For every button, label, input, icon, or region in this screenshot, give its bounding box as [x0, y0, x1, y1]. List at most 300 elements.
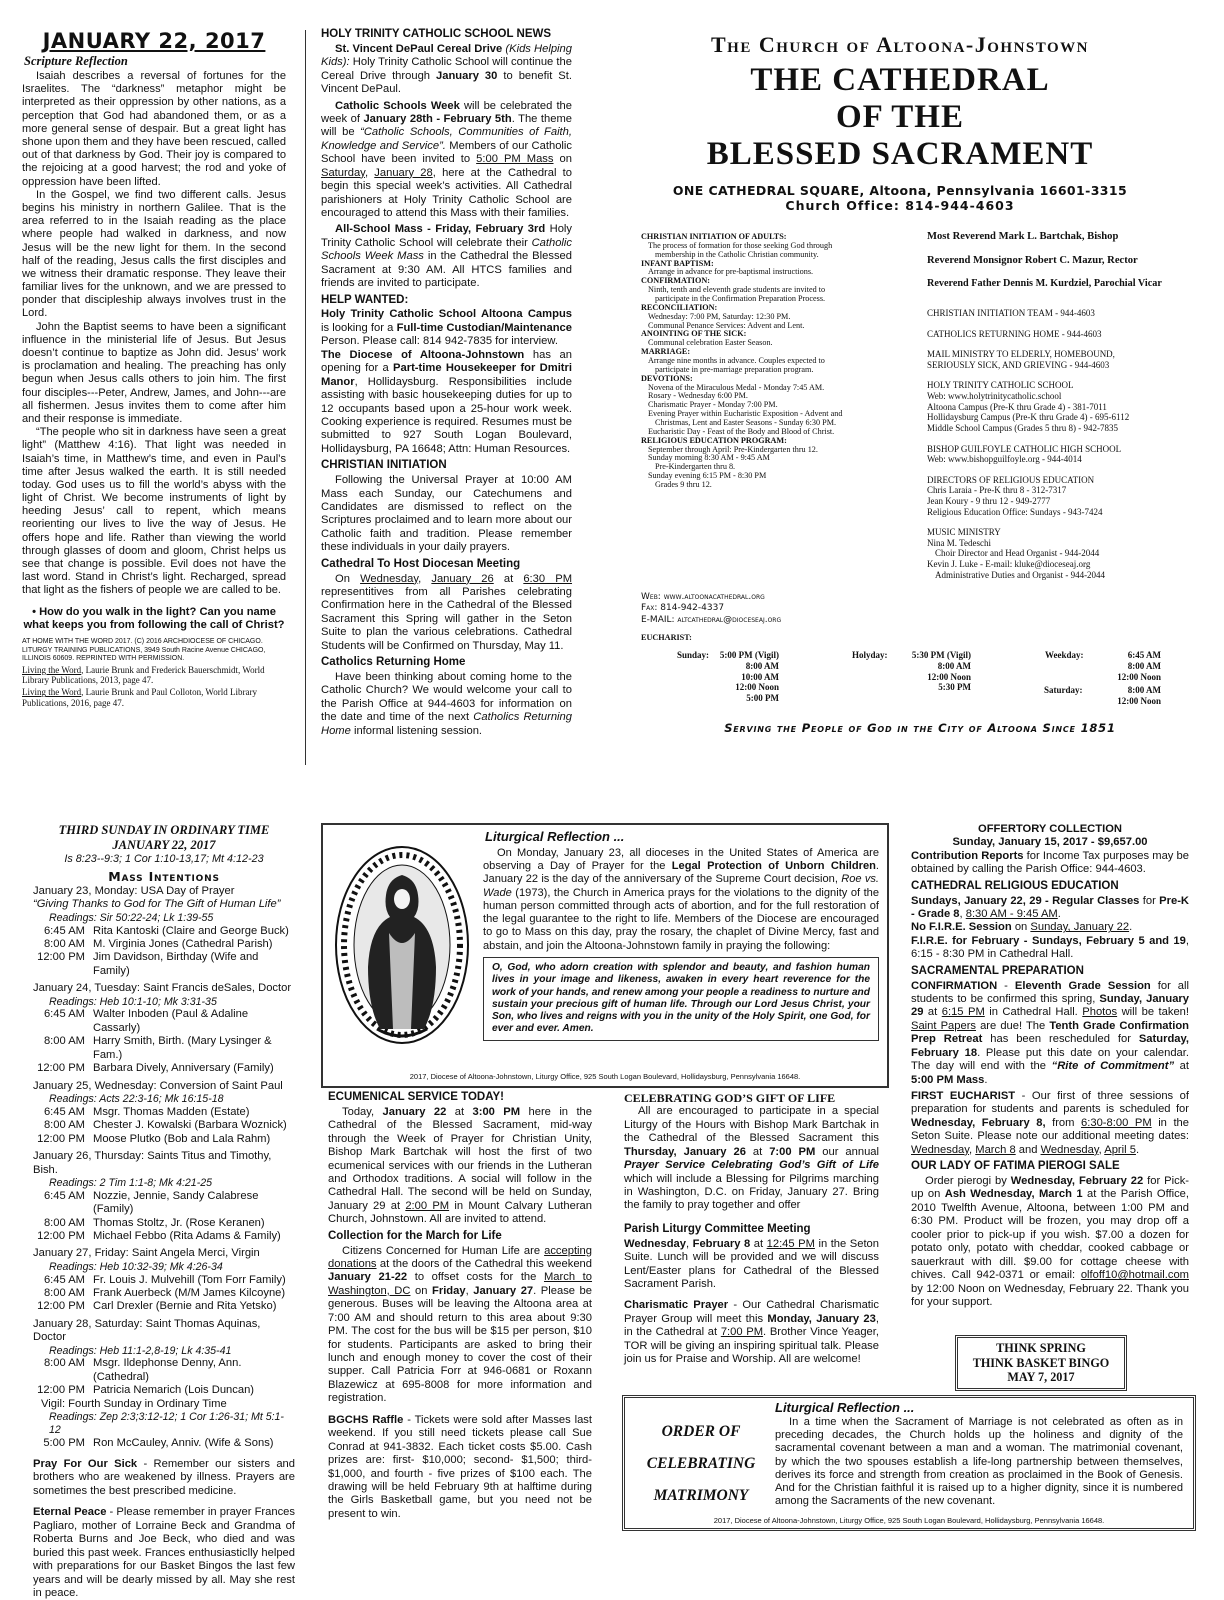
intention-row	[33, 1300, 295, 1313]
text: for	[1139, 894, 1160, 907]
text: .	[1129, 921, 1133, 934]
text: Catholics Returning Home	[321, 711, 572, 737]
school-news-column	[321, 28, 572, 738]
text: to benefit St. Vincent DePaul.	[321, 69, 572, 96]
text: . Please put this date on your calendar. The day will end with the	[911, 1046, 1189, 1073]
text: Saint Papers	[911, 1019, 977, 1032]
matrimony-line: CELEBRATING	[646, 1454, 756, 1472]
text: our annual	[815, 1145, 880, 1158]
announcements-left	[328, 1091, 592, 1521]
text: January 30	[436, 69, 498, 82]
text: at	[446, 1105, 473, 1118]
intention-day: January 26, Thursday: Saints Titus and Timothy, Bish.	[33, 1150, 272, 1176]
directory-heading: RELIGIOUS EDUCATION PROGRAM:	[641, 435, 787, 445]
intention-text: Fr. Louis J. Mulvehill (Tom Forr Family)	[93, 1273, 286, 1286]
intention-row	[33, 1190, 295, 1217]
contact-line: Religious Education Office: Sundays - 943-7424	[927, 506, 1103, 517]
scripture-subtitle: Scripture Reflection	[24, 54, 128, 69]
cereal-drive-title: St. Vincent DePaul Cereal Drive	[335, 42, 503, 55]
text: to offset costs for the	[407, 1271, 544, 1284]
intention-readings: Readings: Acts 22:3-16; Mk 16:15-18	[49, 1093, 224, 1106]
intention-row	[33, 938, 295, 951]
intention-text: Chester J. Kowalski (Barbara Woznick)	[93, 1119, 287, 1132]
prayer-text: O, God, who adorn creation with splendor and beauty, and fashion human lives in your image and likeness, awaken in every heart reverence for the work of your hands, and renew among your people a readiness to nurture and sustain your precious gift of human life. Through our Lord Jesus Christ, your Son, who lives and reigns with you in the unity of the Holy Spirit, one God, for ever and ever. Amen.	[492, 962, 870, 1035]
intention-text: Walter Inboden (Paul & Adaline Cassarly)	[93, 1008, 249, 1034]
text: Today,	[342, 1105, 383, 1118]
christian-initiation-text: Following the Universal Prayer at 10:00 AM Mass each Sunday, our Catechumens and Candidates are dismissed to reflect on the Scriptures proclaimed and to learn more about our Catholic faith and tradition. Please remember these individuals in your daily prayers.	[321, 474, 572, 554]
directory-line: Grades 9 thru 12.	[655, 480, 712, 490]
intention-row	[33, 1274, 295, 1287]
intention-time: 8:00 AM	[43, 1357, 85, 1370]
text: , 6:15 - 8:30 PM in Cathedral Hall.	[911, 934, 1189, 961]
text: 6:15 PM	[941, 1006, 985, 1019]
text: in the Cathedral the Blessed Sacrament at 9:30 AM. All HTCS families and friends are invited to participate.	[321, 250, 572, 290]
directory-line: Communal celebration Easter Season.	[648, 338, 773, 348]
masthead-title: BLESSED SACRAMENT	[706, 136, 1094, 173]
text: .	[1057, 907, 1061, 920]
rector-name: Reverend Monsignor Robert C. Mazur, Rector	[927, 254, 1138, 266]
directory-heading: CONFIRMATION:	[641, 276, 710, 286]
text: will be taken!	[1117, 1006, 1189, 1019]
intention-time: 6:45 AM	[43, 1008, 85, 1021]
intention-theme: “Giving Thanks to God for The Gift of Human Life”	[33, 898, 281, 911]
text: Members of our Catholic School have been invited to	[321, 139, 572, 166]
directory-line: Sunday evening 6:15 PM - 8:30 PM	[648, 471, 767, 481]
contact-line: BISHOP GUILFOYLE CATHOLIC HIGH SCHOOL	[927, 443, 1122, 454]
text: ,	[969, 1143, 976, 1156]
text: Legal Protection of Unborn Children	[671, 859, 876, 872]
intention-time: 6:45 AM	[43, 1105, 85, 1118]
intention-time: 12:00 PM	[37, 1384, 85, 1397]
directory-line: Charismatic Prayer - Monday 7:00 PM.	[648, 400, 778, 410]
intention-text: Carl Drexler (Bernie and Rita Yetsko)	[93, 1300, 277, 1313]
intention-time: 12:00 PM	[37, 1132, 85, 1145]
email-link[interactable]: olfoff10@hotmail.com	[1080, 1269, 1189, 1282]
text: Sunday, January 22	[1030, 921, 1130, 934]
text: representitives from all Parishes celebrating Confirmation here in the Cathedral of the Blessed Sacrament this Spring will gather in the Seton Suite to plan the various celebrations. Cathedral Students will be Confirmed on Thursday, May 11.	[321, 585, 572, 652]
text: at the doors of the Cathedral this weekend	[376, 1257, 592, 1270]
directory-heading: DEVOTIONS:	[641, 373, 693, 383]
text: Holy Trinity Catholic School will continue the Cereal Drive through	[321, 56, 572, 82]
contact-line: Administrative Duties and Organist - 944-2044	[935, 569, 1106, 580]
text: are due! The	[976, 1019, 1050, 1032]
mass-time: 8:00 AM	[1127, 660, 1161, 671]
masthead-diocese: The Church of Altoona-Johnstown	[710, 32, 1089, 57]
pierogi-heading: OUR LADY OF FATIMA PIEROGI SALE	[911, 1160, 1120, 1173]
text: Thursday, January 26	[624, 1145, 746, 1158]
contact-line: HOLY TRINITY CATHOLIC SCHOOL	[927, 380, 1074, 391]
intention-time: 8:00 AM	[43, 1216, 85, 1229]
text: Eleventh Grade Session	[1014, 979, 1151, 992]
intention-row	[33, 1133, 295, 1146]
text: FIRST EUCHARIST	[911, 1090, 1016, 1103]
intention-row	[33, 925, 295, 938]
mass-time: 5:30 PM	[938, 682, 971, 693]
matrimony-reflection-box	[622, 1395, 1196, 1531]
reflection-question: • How do you walk in the light? Can you name what keeps you from following the call of Christ?	[23, 605, 285, 632]
text: from	[1045, 1116, 1082, 1129]
text: Monday, January 23	[767, 1312, 876, 1325]
text: Holy Trinity Catholic School Altoona Campus	[321, 308, 572, 321]
reflection-title: Liturgical Reflection ...	[485, 829, 625, 844]
source-ref	[22, 687, 286, 708]
text: February 8	[692, 1237, 751, 1250]
intention-day: January 28, Saturday: Saint Thomas Aquinas, Doctor	[33, 1317, 261, 1344]
directory-heading: ANOINTING OF THE SICK:	[641, 329, 747, 339]
sunday-readings: Is 8:23--9:3; 1 Cor 1:10-13,17; Mt 4:12-23	[64, 853, 264, 865]
directory-line: Novena of the Miraculous Medal - Monday 7:45 AM.	[648, 382, 825, 392]
directory-line: Wednesday: 7:00 PM, Saturday: 12:30 PM.	[648, 311, 791, 321]
source-title: Living the Word	[22, 664, 82, 675]
text: “Rite of Commitment”	[1051, 1060, 1175, 1073]
text: Order pierogi by	[925, 1175, 1011, 1188]
intention-time: 12:00 PM	[37, 1229, 85, 1242]
text: January 26	[431, 572, 494, 585]
text: Saturday	[321, 166, 365, 179]
issue-date: JANUARY 22, 2017	[42, 29, 266, 53]
intention-text: Msgr. Ildephonse Denny, Ann. (Cathedral)	[93, 1357, 242, 1383]
text: 7:00 PM	[769, 1145, 816, 1158]
text: Saturday, February 18	[911, 1033, 1189, 1059]
holyday-times	[899, 650, 971, 693]
intention-row	[33, 1119, 295, 1132]
religious-ed-heading: CATHEDRAL RELIGIOUS EDUCATION	[911, 879, 1119, 892]
text: -	[997, 979, 1015, 992]
text: , Hollidaysburg. Responsibilities include assisting with basic housekeeping duties for up to 12 occupants based upon a 25-hour work week. Cooking experience is required. Resumes must be submitted to 927 South Logan Boulevard, Hollidaysburg, PA 16648; Attn: Human Resources.	[321, 375, 572, 455]
vicar-name: Reverend Father Dennis M. Kurdziel, Parochial Vicar	[927, 278, 1162, 289]
text: January 27	[473, 1284, 534, 1297]
matrimony-reflection-title: Liturgical Reflection ...	[775, 1400, 915, 1415]
text: Full-time Custodian/Maintenance	[396, 321, 572, 334]
text: January 21-22	[328, 1271, 408, 1284]
text: for Income Tax purposes may be obtained by calling the Parish Office: 944-4603.	[911, 849, 1189, 876]
directory-line: membership in the Catholic Christian community.	[655, 249, 819, 259]
directory-line: Pre-Kindergarten thru 8.	[655, 462, 736, 472]
text: has been rescheduled for	[982, 1033, 1139, 1046]
weekday-times	[1097, 650, 1161, 682]
intention-text: Patricia Nemarich (Lois Duncan)	[93, 1384, 255, 1397]
intention-row	[33, 1230, 295, 1243]
reflection-paragraph: In the Gospel, we find two different calls. Jesus begins his ministry in northern Galilee. That is the area referred to in the Isaiah reading as the place where people had walked in darkness, and now Jesus will be the new light for them. In the second half of the reading, Jesus calls the first disciples and we witness their dramatic response. They leave their familiar lives for the unknown, and we are pressed to ponder that discipleship always involves trust in the Lord.	[22, 188, 286, 320]
bingo-line: MAY 7, 2017	[1007, 1370, 1075, 1385]
text: Wednesday	[360, 572, 419, 585]
christian-initiation-heading: CHRISTIAN INITIATION	[321, 459, 447, 472]
intention-time: 8:00 AM	[43, 937, 85, 950]
intention-time: 12:00 PM	[37, 1062, 85, 1075]
sick-text: - Remember our sisters and brothers who are weakened by illness. Prayers are sometimes the best prescribed medicine.	[33, 1458, 295, 1497]
text: Wednesday, February 22	[1010, 1175, 1144, 1188]
reflection-credit: 2017, Diocese of Altoona-Johnstown, Liturgy Office, 925 South Logan Boulevard, Hollidaysburg, Pennsylvania 16648.	[409, 1072, 801, 1082]
text: Holy Trinity Catholic School will celebrate their	[321, 223, 572, 249]
source-title: Living the Word	[22, 687, 82, 698]
directory-line: Sunday morning 8:30 AM - 9:45 AM	[648, 453, 770, 463]
sunday-label: Sunday:	[677, 650, 710, 660]
text: 7:00 PM	[720, 1326, 764, 1339]
intention-text: M. Virginia Jones (Cathedral Parish)	[93, 937, 273, 950]
text: Photos	[1082, 1006, 1118, 1019]
text: 6:30 PM	[523, 572, 573, 585]
intention-readings: Readings: Sir 50:22-24; Lk 1:39-55	[49, 911, 214, 924]
text: for all students to be confirmed this spring,	[911, 979, 1189, 1005]
intention-row	[33, 1062, 295, 1075]
masthead-phone: Church Office: 814-944-4603	[785, 198, 1015, 214]
text: January 22	[382, 1105, 447, 1118]
contact-line: Nina M. Tedeschi	[927, 537, 991, 548]
intention-time: 6:45 AM	[43, 1189, 85, 1202]
directory-line: Evening Prayer within Eucharistic Exposition - Advent and	[648, 409, 843, 419]
parish-directory	[641, 233, 903, 490]
text: Person. Please call: 814 942-7835 for interview.	[321, 335, 558, 348]
intention-day: January 27, Friday: Saint Angela Merci, Virgin	[33, 1247, 260, 1260]
contact-info	[641, 592, 903, 626]
intention-time: 8:00 AM	[43, 1119, 85, 1132]
text: at	[750, 1237, 767, 1250]
text: at	[745, 1145, 770, 1158]
directory-line: Christmas, Lent and Easter Seasons - Sunday 6:30 PM.	[655, 418, 837, 428]
directory-line: Ninth, tenth and eleventh grade students are invited to	[648, 285, 826, 295]
sick-heading: Pray For Our Sick	[33, 1458, 138, 1471]
intention-readings: Readings: 2 Tim 1:1-8; Mk 4:21-25	[49, 1176, 213, 1189]
peace-text: - Please remember in prayer Frances Pagliaro, mother of Lorraine Beck and Grandma of Roberta Burns and Joe Beck, who died and was buried this past week. Frances enthusiasticlly helped with preparations for our Basket Bingos the last few years and will be dearly missed by all. May she rest in peace.	[33, 1506, 295, 1599]
reflection-paragraph: John the Baptist seems to have been a significant influence in the ministerial life of Jesus. But Jesus doesn’t continue to baptize as John did. Jesus’ work is proclamation and healing. The preaching has only begun when Jesus calls others to join him. The first four disciples---Peter, Andrew, James, and John---are all fishermen. Jesus invites them to come after him and their response is immediate.	[22, 320, 286, 425]
text: ,	[959, 907, 966, 920]
mass-time: 12:00 Noon	[1117, 695, 1161, 706]
text: No F.I.R.E. Session	[911, 921, 1012, 934]
intention-text: Harry Smith, Birth. (Mary Lysinger & Fam.)	[93, 1035, 272, 1061]
text: for Pick-up on	[911, 1175, 1190, 1201]
our-lady-icon	[329, 837, 475, 1047]
text: - Tickets were sold after Masses last weekend. If you still need tickets please call Sue Conrad at 941-3832. Each ticket costs $5.00. Cash prizes are: first- $10,000; second- $1,500; third- $1,000, and fourth - five prizes of $100 each. The drawing will be held February 9th at halftime during the Girls Basketball game, but you need not be present to win.	[328, 1413, 592, 1520]
copyright-credit: AT HOME WITH THE WORD 2017. (C) 2016 ARCHDIOCESE OF CHICAGO. LITURGY TRAINING PUBLICATIONS, 3949 South Racine Avenue CHICAGO, ILLINOIS 60609. REPRINTED WITH PERMISSION.	[22, 638, 266, 662]
text: - Our first of three sessions of preparation for students and parents is scheduled for	[911, 1090, 1190, 1116]
text: . Please be generous. Buses will be leaving the Altoona area at 7:00 AM and should return to this area about 9:30 PM. The cost for the bus will be $15 per person, $10 for students. Participants are asked to bring their lunch and enough money to cover the cost of their supper. Call Patricia Forr at 946-0681 or Roxann Blazewicz at 695-8008 for more information and registration.	[328, 1284, 592, 1405]
text: All are encouraged to participate in a special Liturgy of the Hours with Bishop Mark Bartchak in the Cathedral of the Blessed Sacrament this	[624, 1105, 879, 1145]
matrimony-line: MATRIMONY	[653, 1486, 749, 1504]
text: will be celebrated the week of	[321, 99, 572, 125]
text: here in the Cathedral of the Blessed Sacrament, mid-way through the Week of Prayer for Christian Unity, Bishop Mark Bartchak will host the first of two ecumenical services with our friends in the Lutheran and Orthodox traditions. A social will follow in the Cathedral Hall. The second will be held on Sunday, January 29 at	[328, 1105, 592, 1212]
text: in the Seton Suite. Lunch will be provided and we will discuss Lent/Easter plans for Cathedral of the Blessed Sacrament Parish.	[624, 1237, 880, 1290]
directory-heading: MARRIAGE:	[641, 347, 691, 357]
text: at	[493, 572, 524, 585]
clergy-contacts	[927, 231, 1207, 580]
text: Have been thinking about coming home to the Catholic Church? We would welcome your call to the Parish Office at 944-4603 for information on the date and time of the next	[321, 670, 572, 724]
text: “Catholic Schools, Communities of Faith, Knowledge and Service”.	[321, 126, 572, 152]
intention-time: 5:00 PM	[43, 1436, 85, 1449]
mass-time: 12:00 Noon	[1117, 671, 1161, 682]
text: which will include a Blessing for Pilgrims marching in Washington, D.C. on Friday, January 27. Bring the family to pray together and offer	[624, 1172, 879, 1212]
intention-day: January 23, Monday: USA Day of Prayer	[33, 884, 235, 897]
school-news-heading: HOLY TRINITY CATHOLIC SCHOOL NEWS	[321, 28, 552, 40]
contact-line: Altoona Campus (Pre-K thru Grade 4) - 381-7011	[927, 401, 1107, 412]
contact-line: Choir Director and Head Organist - 944-2044	[935, 548, 1100, 559]
mass-time: 5:00 PM	[746, 693, 779, 704]
text: Wednesday, February 8,	[911, 1116, 1046, 1129]
sunday-title: THIRD SUNDAY IN ORDINARY TIME	[58, 823, 270, 837]
directory-line: participate in pre-marriage preparation program.	[655, 364, 814, 374]
directory-heading: INFANT BAPTISM:	[641, 258, 714, 268]
prayer-box	[483, 957, 879, 1040]
masthead-title: OF THE	[836, 99, 964, 136]
text: , in the Cathedral at	[624, 1312, 879, 1339]
reflection-paragraph: “The people who sit in darkness have seen a great light” (Matthew 4:16). That light was needed in Isaiah’s time, in Matthew’s time, and even in Paul’s time after Jesus walked the earth. It is still needed today. God uses us to fill the world’s abyss with the light of Christ. We become instruments of light by heeding Jesus’ call to repent, which means reorienting our lives to live the way of Jesus. He offers hope and life. Rather than viewing the world through glasses of doom and gloom, Christ helps us see that change is possible. Evil does not have the last word. Stand in Christ’s light. Recharged, spread that light as the fishers of people we are called to be.	[22, 426, 286, 597]
intention-text: Ron McCauley, Anniv. (Wife & Sons)	[93, 1436, 274, 1449]
peace-heading: Eternal Peace	[33, 1506, 107, 1519]
bingo-line: THINK SPRING	[996, 1341, 1086, 1355]
eucharist-label: EUCHARIST:	[641, 633, 692, 642]
intention-day: January 24, Tuesday: Saint Francis deSales, Doctor	[33, 982, 292, 995]
mass-time: 5:30 PM (Vigil)	[911, 650, 971, 660]
source-ref	[22, 665, 286, 686]
reflection-paragraph: Isaiah describes a reversal of fortunes for the Israelites. The “darkness” metaphor might be interpreted as their oppression by other nations, as a perception that God had abandoned them, or as a more general sense of despair. But a great light has shone upon them and they have been rescued, called out of that darkness by God. Their joy is compared to the rejoicing at a good harvest; the rod and yoke of oppression have been lifted.	[22, 70, 286, 188]
returning-home-heading: Catholics Returning Home	[321, 656, 466, 669]
text: March 8	[975, 1143, 1016, 1156]
text: All-School Mass - Friday, February 3rd	[335, 223, 546, 236]
bingo-box	[955, 1335, 1127, 1391]
contact-line: Chris Laraia - Pre-K thru 8 - 312-7317	[927, 485, 1067, 496]
intention-row	[33, 1437, 295, 1450]
ecumenical-heading: ECUMENICAL SERVICE TODAY!	[328, 1091, 504, 1103]
intention-time: 12:00 PM	[37, 1300, 85, 1313]
text: Friday	[432, 1284, 466, 1297]
text: accepting donations	[328, 1244, 592, 1270]
text: ,	[1098, 1143, 1105, 1156]
mass-time: 12:00 Noon	[927, 671, 971, 682]
contact-line: Web: www.holytrinitycatholic.school	[927, 391, 1062, 402]
text: and	[1015, 1143, 1041, 1156]
text: Prayer Service Celebrating God’s Gift of Life	[624, 1159, 879, 1172]
text: informal listening session.	[350, 724, 483, 737]
intention-row	[33, 1217, 295, 1230]
intention-text: Moose Plutko (Bob and Lala Rahm)	[93, 1132, 271, 1145]
text: at	[923, 1006, 942, 1019]
directory-line: Eucharistic Day - Feast of the Body and Blood of Christ.	[648, 426, 835, 436]
intention-day: January 25, Wednesday: Conversion of Saint Paul	[33, 1079, 283, 1092]
intention-text: Nozzie, Jennie, Sandy Calabrese (Family)	[93, 1189, 259, 1216]
saturday-times	[1097, 685, 1161, 707]
text: April 5	[1104, 1143, 1136, 1156]
directory-line: September through April: Pre-Kindergarten thru 12.	[648, 444, 818, 454]
offertory-heading: OFFERTORY COLLECTION	[978, 823, 1122, 835]
text: ,	[418, 572, 432, 585]
intention-text: Rita Kantoski (Claire and George Buck)	[93, 924, 289, 937]
intention-readings: Readings: Heb 11:1-2,8-19; Lk 4:35-41	[49, 1344, 232, 1357]
contact-line: Hollidaysburg Campus (Pre-K thru Grade 4) - 695-6112	[927, 412, 1130, 423]
directory-line: The process of formation for those seeking God through	[648, 240, 833, 250]
text: - Our Cathedral Charismatic Prayer Group will meet this	[624, 1299, 879, 1325]
web-address[interactable]: Web: www.altoonacathedral.org	[641, 592, 765, 602]
intention-text: Msgr. Thomas Madden (Estate)	[93, 1105, 250, 1118]
text: on	[1011, 921, 1031, 934]
directory-line: Rosary - Wednesday 6:00 PM.	[648, 391, 748, 401]
directory-line: Arrange in advance for pre-baptismal instructions.	[648, 267, 814, 277]
intentions-title: Mass Intentions	[108, 868, 220, 884]
sunday-times	[713, 650, 779, 704]
weekday-label: Weekday:	[1045, 650, 1084, 660]
intention-text: Barbara Dively, Anniversary (Family)	[93, 1062, 274, 1075]
text: BGCHS Raffle	[328, 1413, 404, 1426]
text: January 28	[374, 166, 433, 179]
intention-time: 6:45 AM	[43, 924, 85, 937]
source-rest: , Laurie Brunk and Frederick Bauerschmidt, World Library Publications, 2013, page 47.	[22, 664, 265, 685]
text: 5:00 PM Mass	[911, 1073, 985, 1086]
offertory-amount: Sunday, January 15, 2017 - $9,657.00	[952, 836, 1148, 849]
directory-heading: RECONCILIATION:	[641, 302, 718, 312]
intention-time: 8:00 AM	[43, 1286, 85, 1299]
contact-line: Jean Koury - 9 thru 12 - 949-2777	[927, 495, 1051, 506]
intention-text: Frank Auerbeck (M/M James Kilcoyne)	[93, 1286, 286, 1299]
intention-readings: Readings: Heb 10:1-10; Mk 3:31-35	[49, 995, 217, 1008]
mass-time: 6:45 AM	[1127, 650, 1161, 660]
text: (1973), the Church in America prays for the violations to the dignity of the human person committed through acts of abortion, and for the full restoration of the legal guarantee to the right to life. Members of the Diocese are encouraged to go to Mass on this day, pray the rosary, the chaplet of Divine Mercy, fast and abstain, and join the Altoona-Johnstown family in praying the following:	[483, 886, 879, 952]
text: Ash Wednesday, March 1	[944, 1188, 1083, 1201]
text: on	[553, 153, 572, 166]
sunday-date: JANUARY 22, 2017	[112, 838, 216, 852]
intention-text: Michael Febbo (Rita Adams & Family)	[93, 1229, 281, 1242]
intention-row	[33, 1008, 295, 1035]
diocesan-meeting-heading: Cathedral To Host Diocesan Meeting	[321, 557, 521, 570]
eucharist-schedule	[641, 633, 1211, 706]
help-wanted-heading: HELP WANTED:	[321, 293, 409, 306]
text: is looking for a	[321, 321, 397, 334]
directory-heading: CHRISTIAN INITIATION OF ADULTS:	[641, 232, 787, 241]
intention-time: 6:45 AM	[43, 1273, 85, 1286]
text: Wednesday	[1040, 1143, 1099, 1156]
text: Citizens Concerned for Human Life are	[342, 1244, 545, 1257]
intentions-list	[33, 885, 295, 1398]
text: The Diocese of Altoona-Johnstown	[321, 348, 525, 361]
right-announcements	[911, 823, 1189, 1309]
liturgical-reflection-box	[321, 823, 889, 1088]
scripture-column	[22, 30, 286, 708]
contact-line: MUSIC MINISTRY	[927, 527, 1001, 538]
mass-time: 12:00 Noon	[735, 682, 779, 693]
masthead-title: THE CATHEDRAL	[750, 62, 1050, 99]
text: . Brother Vince Yeager, TOR will be giving an inspiring spiritual talk. Please join us for Praise and Worship. All are welcome!	[624, 1326, 879, 1366]
contact-line: MAIL MINISTRY TO ELDERLY, HOMEBOUND,	[927, 349, 1115, 360]
text: Wednesday	[911, 1143, 970, 1156]
text: 12:45 PM	[766, 1237, 815, 1250]
bingo-line: THINK BASKET BINGO	[972, 1355, 1110, 1370]
text: March to Washington, DC	[328, 1271, 593, 1297]
text: ,	[465, 1284, 474, 1297]
text: in Cathedral Hall.	[984, 1006, 1083, 1019]
contact-line: DIRECTORS OF RELIGIOUS EDUCATION	[927, 474, 1095, 485]
text: Sundays, January 22, 29 - Regular Classes	[911, 894, 1140, 907]
liturgy-committee-heading: Parish Liturgy Committee Meeting	[624, 1222, 811, 1235]
matrimony-text: In a time when the Sacrament of Marriage is not celebrated as often as in preceding decades, the Church holds up the holiness and dignity of the sacramental covenant between a man and a woman. The matrimonial covenant, by which the two spouses establish a life-long partnership between themselves, derives its force and strength from creation as proclaimed in the Book of Genesis. And for the Christian faithful it is raised up to a higher dignity, since it is numbered among the Sacraments of the new covenant.	[775, 1415, 1183, 1508]
intention-row	[33, 1106, 295, 1119]
text: Roe vs. Wade	[483, 873, 879, 899]
intention-time: 12:00 PM	[37, 951, 85, 964]
contact-line: CHRISTIAN INITIATION TEAM - 944-4603	[927, 308, 1095, 319]
text: on	[410, 1284, 433, 1297]
mass-time: 10:00 AM	[741, 671, 779, 682]
mass-time: 8:00 AM	[937, 660, 971, 671]
intention-text: Thomas Stoltz, Jr. (Rose Keranen)	[93, 1216, 265, 1229]
contact-line: Web: www.bishopguilfoyle.org - 944-4014	[927, 454, 1082, 465]
contact-line: Middle School Campus (Grades 5 thru 8) - 942-7835	[927, 422, 1118, 433]
matrimony-line: ORDER OF	[661, 1423, 741, 1440]
text: in the Seton Suite. Please note our additional meeting dates:	[911, 1116, 1189, 1143]
saturday-label: Saturday:	[1044, 685, 1083, 695]
text: Wednesday	[624, 1237, 686, 1250]
text: at the Parish Office, 2010 Twelfth Avenue, Altoona, between 1:00 PM and 6:30 PM. Product will be frozen, you may drop off a cooler prior to pick-up if you wish. $7.00 a dozen for potato only, potato with cheddar, cooked cabbage or sauerkraut with dill. $9.00 for cottage cheese with chives. Call 942-0371 or email:	[911, 1188, 1189, 1282]
matrimony-label	[633, 1416, 769, 1511]
text: Catholic Schools Week Mass	[321, 236, 572, 263]
email-address[interactable]: E-MAIL: altcathedral@dioceseaj.org	[641, 614, 782, 625]
text: Pre-K - Grade 8	[911, 894, 1189, 920]
text: Catholic Schools Week	[335, 99, 460, 112]
